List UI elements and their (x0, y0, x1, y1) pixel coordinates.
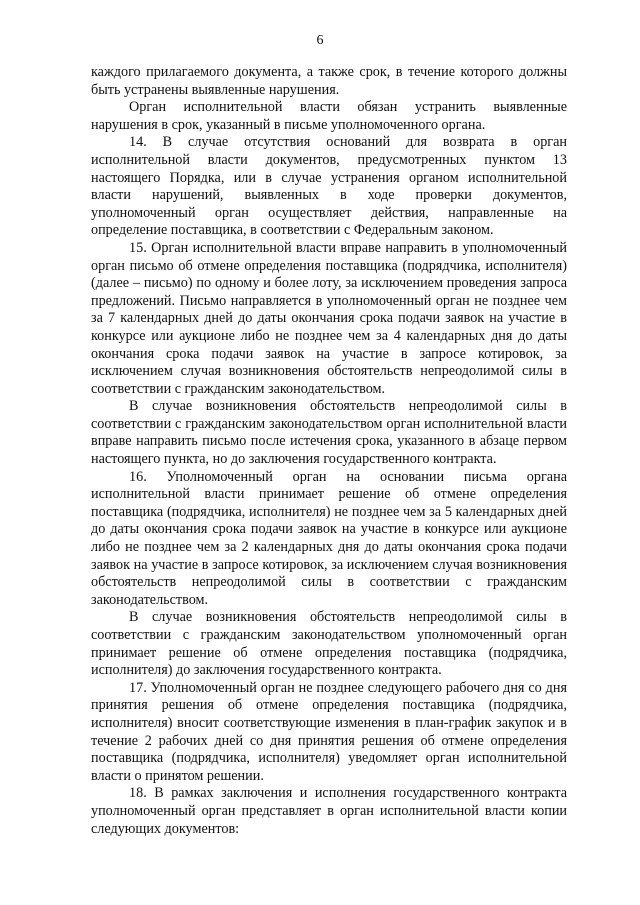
paragraph-item-14: 14. В случае отсутствия оснований для возврата в орган исполнительной власти документов, предусмотренных пунктом 13 настоящего Порядка, или в случае устранения органом исполнительной власти нарушений, выявленных в ходе проверки документов, уполномоченный орган осуществляет действия, направленные на определение поставщика, в соответствии с Федеральным законом. (91, 134, 567, 239)
document-body (91, 64, 567, 838)
paragraph-item-15-force-majeure: В случае возникновения обстоятельств непреодолимой силы в соответствии с гражданским законодательством орган исполнительной власти вправе направить письмо после истечения срока, указанного в абзаце первом настоящего пункта, но до заключения государственного контракта. (91, 398, 567, 468)
page-number: 6 (316, 33, 324, 48)
paragraph-continuation: каждого прилагаемого документа, а также срок, в течение которого должны быть устранены выявленные нарушения. (91, 64, 567, 98)
paragraph-item-16: 16. Уполномоченный орган на основании письма органа исполнительной власти принимает решение об отмене определения поставщика (подрядчика, исполнителя) не позднее чем за 5 календарных дней до даты окончания срока подачи заявок на участие в конкурсе или аукционе либо не позднее чем за 2 календарных дня до даты окончания срока подачи заявок на участие в запросе котировок, за исключением случая возникновения обстоятельств непреодолимой силы в соответствии с гражданским законодательством. (91, 468, 567, 608)
paragraph-item-17: 17. Уполномоченный орган не позднее следующего рабочего дня со дня принятия решения об отмене определения поставщика (подрядчика, исполнителя) вносит соответствующие изменения в план-график закупок и в течение 2 рабочих дней со дня принятия решения об отмене определения поставщика (подрядчика, исполнителя) уведомляет орган исполнительной власти о принятом решении. (91, 679, 567, 784)
paragraph-item-15: 15. Орган исполнительной власти вправе направить в уполномоченный орган письмо об отмене определения поставщика (подрядчика, исполнителя) (далее – письмо) по одному и более лоту, за исключением проведения запроса предложений. Письмо направляется в уполномоченный орган не позднее чем за 7 календарных дней до даты окончания срока подачи заявок на участие в конкурсе или аукционе либо не позднее чем за 4 календарных дня до даты окончания срока подачи заявок на участие в запросе котировок, за исключением случая возникновения обстоятельств непреодолимой силы в соответствии с гражданским законодательством. (91, 239, 567, 397)
paragraph-item-16-force-majeure: В случае возникновения обстоятельств непреодолимой силы в соответствии с гражданским законодательством уполномоченный орган принимает решение об отмене определения поставщика (подрядчика, исполнителя) до заключения государственного контракта. (91, 609, 567, 679)
paragraph-item-18: 18. В рамках заключения и исполнения государственного контракта уполномоченный орган представляет в орган исполнительной власти копии следующих документов: (91, 785, 567, 837)
paragraph-violations-remedy: Орган исполнительной власти обязан устранить выявленные нарушения в срок, указанный в письме уполномоченного органа. (91, 99, 567, 133)
